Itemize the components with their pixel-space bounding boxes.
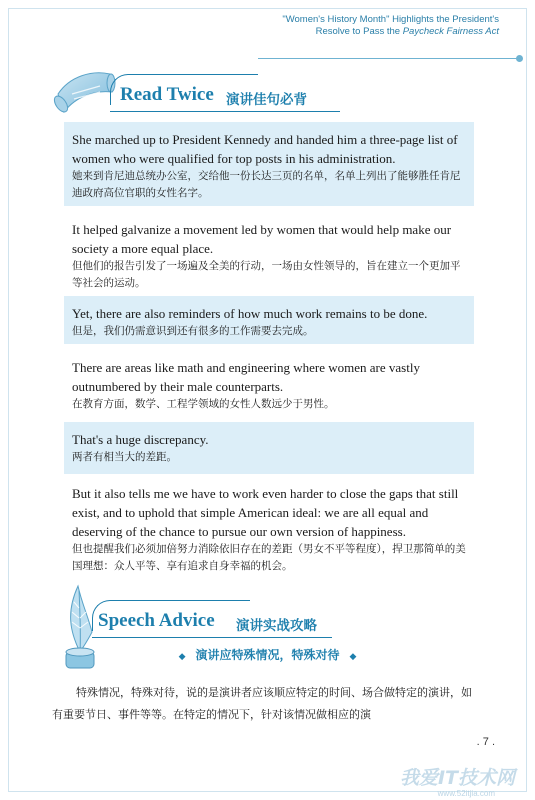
header-line-2 [199, 26, 499, 38]
speech-advice-rule-top [110, 600, 250, 601]
sentence-en: But it also tells me we have to work even harder to close the gaps that still exist, and to uphold that simple American ideal: we are all equal and deserving of the chance to pursue our own version of happiness. [72, 486, 459, 539]
diamond-icon: ◆ [349, 652, 357, 662]
sentence-zh: 她来到肯尼迪总统办公室，交给他一份长达三页的名单，名单上列出了能够胜任肯尼迪政府高位官职的女性名字。 [72, 170, 461, 199]
sentence-zh: 但他们的报告引发了一场遍及全美的行动，一场由女性领导的，旨在建立一个更加平等社会的运动。 [72, 260, 461, 289]
header-rule [258, 58, 521, 59]
watermark-logo: 我爱IT技术网 [399, 767, 515, 789]
read-twice-title: Read Twice [120, 84, 214, 105]
sentence-zh: 两者有相当大的差距。 [72, 451, 177, 463]
watermark-url: www.52itjia.com [437, 789, 495, 798]
running-header [199, 14, 499, 38]
sentence-block-5 [64, 422, 474, 474]
sentence-block-3 [64, 296, 474, 344]
advice-body-text: 特殊情况，特殊对待，说的是演讲者应该顺应特定的时间、场合做特定的演讲，如有重要节日、事件等等。在特定的情况下，针对该情况做相应的演 [52, 686, 472, 721]
sentence-en: There are areas like math and engineering where women are vastly outnumbered by their male counterparts. [72, 360, 420, 394]
read-twice-subtitle: 演讲佳句必背 [226, 92, 307, 108]
sentence-en: She marched up to President Kennedy and handed him a three-page list of women who were qualified for top posts in his administration. [72, 132, 458, 166]
header-line-1: "Women's History Month" Highlights the President's [282, 14, 499, 25]
sentence-block-6 [64, 476, 474, 572]
read-twice-rule-top [128, 74, 258, 75]
sentence-block-4 [64, 350, 474, 414]
sentence-zh: 但是，我们仍需意识到还有很多的工作需要去完成。 [72, 325, 314, 337]
sentence-block-2 [64, 212, 474, 288]
sentence-en: It helped galvanize a movement led by women that would help make our society a more equal place. [72, 222, 452, 256]
sentence-zh: 在教育方面，数学、工程学领域的女性人数远少于男性。 [72, 398, 335, 410]
header-line-2-emphasis: Paycheck Fairness Act [402, 26, 499, 37]
speech-advice-title: Speech Advice [98, 610, 215, 631]
page-number: . 7 . [476, 736, 495, 748]
header-line-2-prefix: Resolve to Pass the [315, 26, 403, 37]
read-twice-rule-bottom [110, 111, 340, 112]
sentence-block-1 [64, 122, 474, 206]
advice-tip-text: 演讲应特殊情况，特殊对待 [195, 648, 340, 662]
speech-advice-rule-bottom [92, 637, 332, 638]
diamond-icon: ◆ [178, 652, 186, 662]
advice-tip [0, 646, 535, 663]
sentence-en: That's a huge discrepancy. [72, 432, 209, 447]
sentence-en: Yet, there are also reminders of how much work remains to be done. [72, 306, 428, 321]
speech-advice-subtitle: 演讲实战攻略 [236, 618, 317, 634]
sentence-zh: 但也提醒我们必须加倍努力消除依旧存在的差距（男女不平等程度），捍卫那简单的美国理想：众人平等、享有追求自身幸福的机会。 [72, 543, 466, 572]
